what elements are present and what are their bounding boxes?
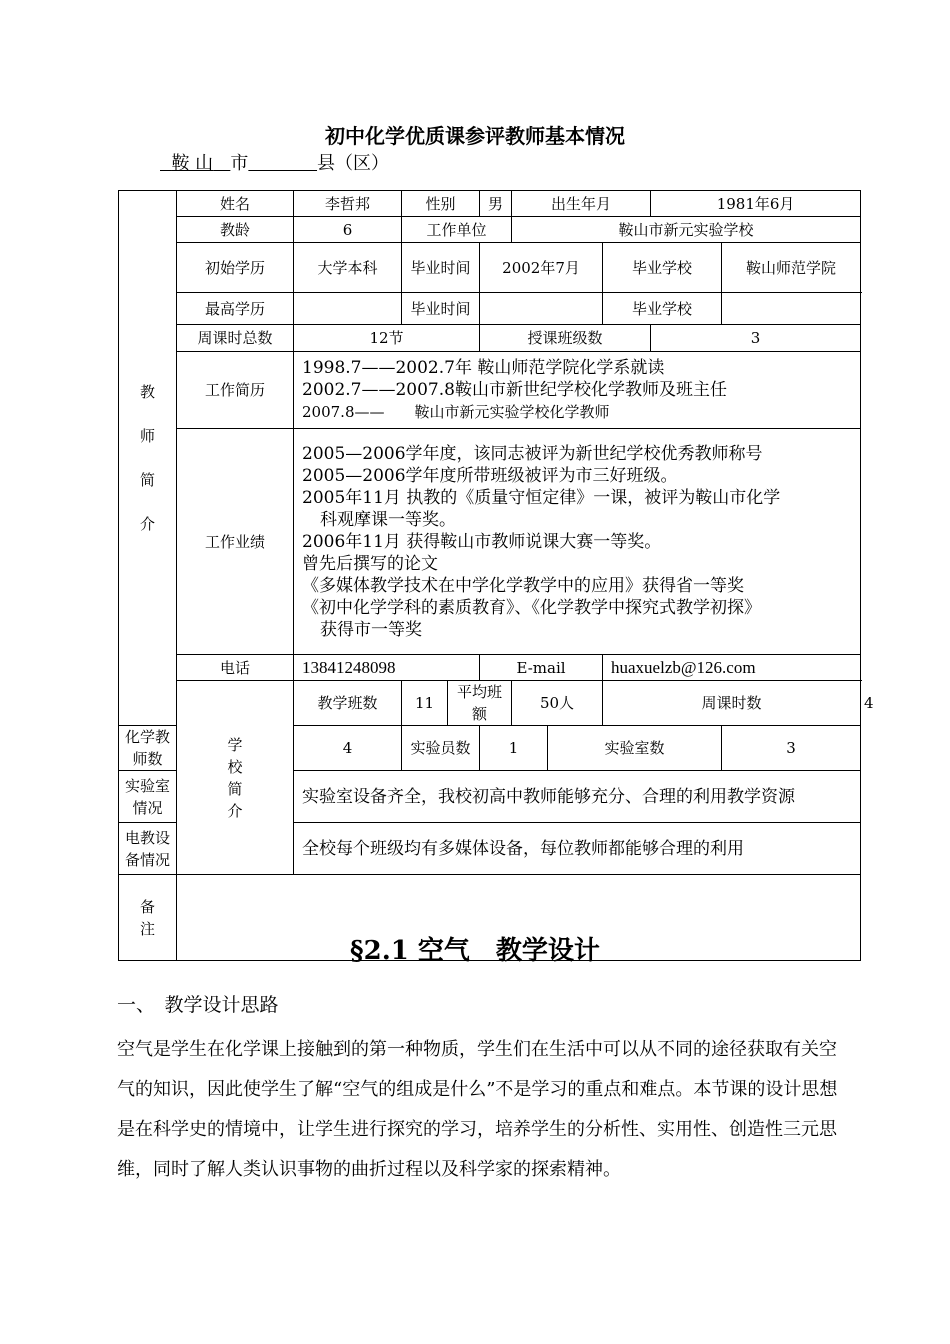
birth-label: 出生年月 (512, 191, 651, 217)
resume-line: 2007.8—— 鞍山市新元实验学校化学教师 (302, 403, 610, 421)
achievement-line: 2005—2006学年度，该同志被评为新世纪学校优秀教师称号 (302, 443, 763, 464)
classes-value: 11 (402, 681, 448, 726)
name-label: 姓名 (177, 191, 294, 217)
name-value: 李哲邦 (294, 191, 402, 217)
achievements-label: 工作业绩 (177, 429, 294, 655)
grad-school-label: 毕业学校 (603, 243, 722, 293)
phone-label: 电话 (177, 655, 294, 681)
teacher-section-label: 教 师 简 介 (119, 191, 177, 726)
grad-school-value: 鞍山师范学院 (722, 243, 861, 293)
region-county-suffix: 县（区） (317, 153, 390, 174)
avg-size-value: 50人 (512, 681, 603, 726)
class-count-label: 授课班级数 (480, 325, 651, 352)
achievement-line: 曾先后撰写的论文 (302, 553, 438, 574)
achievement-line: 获得市一等奖 (320, 619, 422, 640)
grad-time2-label: 毕业时间 (402, 293, 480, 325)
email-value: huaxuelzb@126.com (603, 655, 861, 681)
initial-edu-label: 初始学历 (177, 243, 294, 293)
lab-status-label: 实验室情况 (119, 771, 177, 823)
highest-edu-label: 最高学历 (177, 293, 294, 325)
lab-status-value: 实验室设备齐全，我校初高中教师能够充分、合理的利用教学资源 (294, 771, 861, 823)
achievement-line: 《初中化学学科的素质教育》、《化学教学中探究式教学初探》 (302, 597, 761, 618)
resume-line: 1998.7——2002.7年 鞍山师范学院化学系就读 (302, 358, 665, 378)
achievements-content (294, 429, 861, 655)
region-county-blank (248, 153, 317, 174)
teaching-years-value: 6 (294, 217, 402, 243)
resume-label: 工作简历 (177, 352, 294, 429)
avg-size-label: 平均班额 (448, 681, 512, 726)
region-city: 鞍 山 (171, 153, 214, 174)
av-status-value: 全校每个班级均有多媒体设备，每位教师都能够合理的利用 (294, 823, 861, 875)
labs-label: 实验室数 (548, 726, 722, 771)
labs-value: 3 (722, 726, 861, 771)
classes-label: 教学班数 (294, 681, 402, 726)
grad-school2-value (722, 293, 861, 325)
resume-line: 2002.7——2007.8鞍山市新世纪学校化学教师及班主任 (302, 380, 727, 400)
phone-value: 13841248098 (294, 655, 480, 681)
design-paragraph (117, 1030, 847, 1190)
workplace-label: 工作单位 (402, 217, 512, 243)
region-city-suffix: 市 (230, 153, 249, 174)
achievement-line: 《多媒体教学技术在中学化学教学中的应用》获得省一等奖 (302, 575, 744, 596)
paragraph-text: 空气是学生在化学课上接触到的第一种物质，学生们在生活中可以从不同的途径获取有关空气的知识，因此使学生了解“空气的组成是什么”不是学习的重点和难点。本节课的设计思想是在科学史的情境中，让学生进行探究的学习，培养学生的分析性、实用性、创造性三元思维，同时了解人类认识事物的曲折过程以及科学家的探索精神。 (117, 1039, 838, 1180)
workplace-value: 鞍山市新元实验学校 (512, 217, 861, 243)
grad-school2-label: 毕业学校 (603, 293, 722, 325)
achievement-line: 2006年11月 获得鞍山市教师说课大赛一等奖。 (302, 531, 662, 552)
teacher-info-table: 教 师 简 介 姓名 李哲邦 性别 男 出生年月 1981年6月 教龄 6 工作单位 鞍山市新元实验学校 初始学历 大学本科 毕业时间 2002年7月 毕业学校 鞍山师范学院 最高学历 毕业时间 毕业学校 周课时总数 12节 授课班级数 3 工作简历 1998.7——2002.7年 鞍山师范学院化学系就读 2002.7——2007.8鞍山市新世纪学校化学教师及班主任 2007.8—— 鞍山市新元实验学校化学教师 工作业绩 2005—2006学年度，该同志被评为新世纪学校优秀教师称号 2005—2006学年度所带班级被评为市三好班级。 2005年11月 执教的《质量守恒定律》一课，被评为鞍山市化学 科观摩课一等奖。 2006年11月 获得鞍山市教师说课大赛一等奖。 曾先后撰写的论文 《多媒体教学技术在中学化学教学中的应用》获得省一等奖 《初中化学学科的素质教育》、《化学教学中探究式教学初探》 获得市一等奖 电话 13841248098 E-mail huaxuelzb@126.com 学 校 简 介 教学班数 11 平均班额 50人 周课时数 4 化学教师数 4 实验员数 1 实验室数 3 实验室情况 实验室设备齐全，我校初高中教师能够充分、合理的利用教学资源 电教设备情况 全校每个班级均有多媒体设备，每位教师都能够合理的利用 备 注 (118, 190, 861, 961)
av-label: 电教设备情况 (119, 823, 177, 875)
initial-edu-value: 大学本科 (294, 243, 402, 293)
region-line (160, 149, 389, 175)
grad-time2-value (480, 293, 603, 325)
teaching-years-label: 教龄 (177, 217, 294, 243)
lab-staff-value: 1 (480, 726, 548, 771)
achievement-line: 科观摩课一等奖。 (320, 509, 456, 530)
section-heading: 一、 教学设计思路 (117, 994, 279, 1016)
design-heading: §2.1 空气 教学设计 (350, 936, 600, 966)
chem-teachers-label: 化学教师数 (119, 726, 177, 771)
class-count-value: 3 (651, 325, 861, 352)
birth-value: 1981年6月 (651, 191, 861, 217)
school-weekly-hours-label: 周课时数 (603, 681, 861, 726)
highest-edu-value (294, 293, 402, 325)
achievement-line: 2005年11月 执教的《质量守恒定律》一课，被评为鞍山市化学 (302, 487, 781, 508)
lab-staff-label: 实验员数 (402, 726, 480, 771)
weekly-hours-label: 周课时总数 (177, 325, 294, 352)
weekly-hours-value: 12节 (294, 325, 480, 352)
remarks-label: 备 注 (119, 875, 177, 961)
school-section-label: 学 校 简 介 (177, 681, 294, 875)
gender-value: 男 (480, 191, 512, 217)
grad-time-label: 毕业时间 (402, 243, 480, 293)
resume-content (294, 352, 861, 429)
grad-time-value: 2002年7月 (480, 243, 603, 293)
form-title: 初中化学优质课参评教师基本情况 (325, 124, 625, 148)
email-label: E-mail (480, 655, 603, 681)
gender-label: 性别 (402, 191, 480, 217)
achievement-line: 2005—2006学年度所带班级被评为市三好班级。 (302, 465, 678, 486)
chem-teachers-value: 4 (294, 726, 402, 771)
